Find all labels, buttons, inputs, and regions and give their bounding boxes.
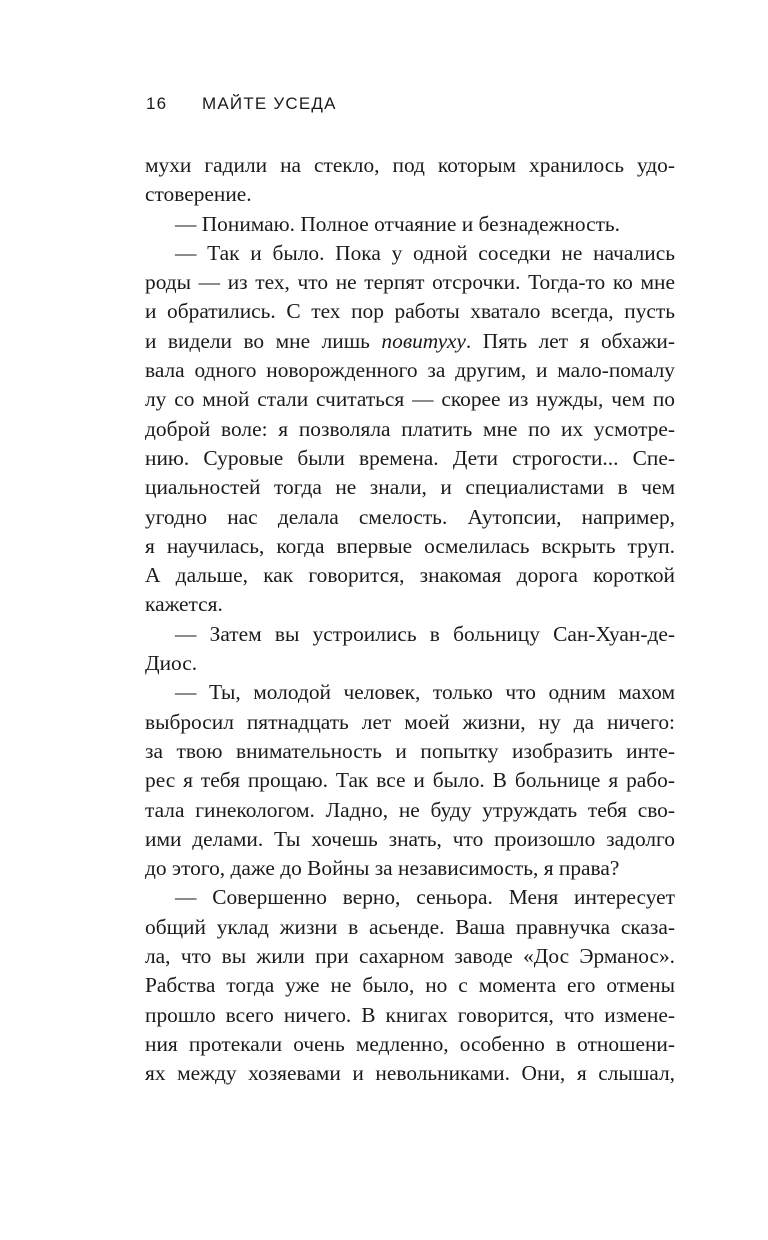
text-line: нию. Суровые были времена. Дети строгости... Спе- (145, 445, 675, 470)
text-line: Рабства тогда уже не было, но с момента его отмены (145, 973, 675, 998)
text-line: — Ты, молодой человек, только что одним махом (175, 680, 675, 705)
text-line: кажется. (145, 592, 223, 617)
text-line: за твою внимательность и попытку изобразить инте- (145, 738, 675, 763)
italic-word: повитуху (381, 328, 466, 353)
text-line: Диос. (145, 651, 198, 676)
text-line (145, 327, 675, 356)
page-number: 16 (146, 94, 168, 113)
text-line: угодно нас делала смелость. Аутопсии, например, (145, 504, 675, 529)
text-fragment: и видели во мне лишь (145, 328, 382, 353)
text-line: тала гинекологом. Ладно, не буду утруждать тебя сво- (145, 797, 675, 822)
text-line: лу со мной стали считаться — скорее из нужды, чем по (145, 387, 675, 412)
text-line: стоверение. (145, 182, 252, 207)
text-line: — Совершенно верно, сеньора. Меня интересует (175, 885, 675, 910)
text-line: ла, что вы жили при сахарном заводе «Дос Эрманос». (145, 944, 675, 969)
text-line: выбросил пятнадцать лет моей жизни, ну да ничего: (145, 709, 675, 734)
text-line: — Затем вы устроились в больницу Сан-Хуан-де- (175, 621, 675, 646)
running-header (146, 94, 337, 114)
text-line: — Так и было. Пока у одной соседки не начались (175, 240, 675, 265)
text-line: ях между хозяевами и невольниками. Они, я слышал, (145, 1061, 675, 1086)
text-line: доброй воле: я позволяла платить мне по их усмотре- (145, 416, 675, 441)
text-line: и обратились. С тех пор работы хватало всегда, пусть (145, 299, 675, 324)
text-line: прошло всего ничего. В книгах говорится, что измене- (145, 1002, 675, 1027)
text-line: общий уклад жизни в асьенде. Ваша правнучка сказа- (145, 914, 675, 939)
body-text (145, 151, 675, 1089)
text-line: я научилась, когда впервые осмелилась вскрыть труп. (145, 533, 675, 558)
text-line: А дальше, как говорится, знакомая дорога короткой (145, 563, 675, 588)
text-line: роды — из тех, что не терпят отсрочки. Тогда-то ко мне (145, 270, 675, 295)
text-line: циальностей тогда не знали, и специалистами в чем (145, 475, 675, 500)
text-line: мухи гадили на стекло, под которым хранилось удо- (145, 153, 675, 177)
text-line: рес я тебя прощаю. Так все и было. В больнице я рабо- (145, 768, 675, 793)
text-fragment: . Пять лет я обхажи- (465, 328, 675, 353)
running-title: МАЙТЕ УСЕДА (202, 94, 337, 113)
text-line: — Понимаю. Полное отчаяние и безнадежность. (175, 211, 621, 236)
text-line: до этого, даже до Войны за независимость, я права? (145, 856, 620, 881)
text-line: вала одного новорожденного за другим, и мало-помалу (145, 358, 675, 383)
text-line: ими делами. Ты хочешь знать, что произошло задолго (145, 826, 675, 851)
text-line: ния протекали очень медленно, особенно в отношени- (145, 1031, 675, 1056)
